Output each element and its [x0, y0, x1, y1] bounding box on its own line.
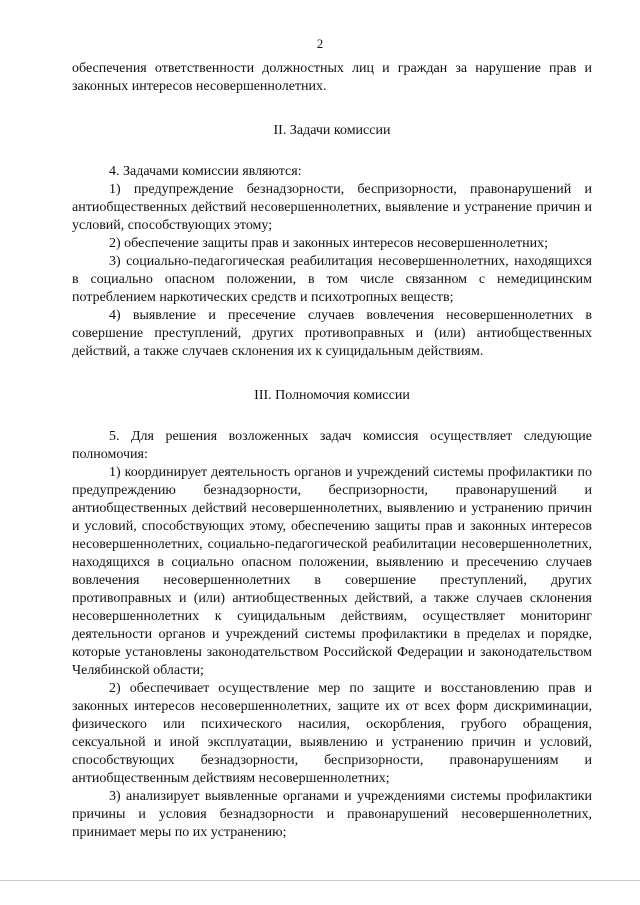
document-body — [72, 60, 592, 842]
section-2-intro: 4. Задачами комиссии являются: — [109, 164, 302, 179]
page-bottom-edge — [0, 880, 640, 881]
section-3-item-2: 2) обеспечивает осуществление мер по защите и восстановлению прав и законных интересов несовершеннолетних, защите их от всех форм дискриминации, физического или психического насилия, оскорбления, грубого обращения, сексуальной и иной эксплуатации, выявлению и устранению причин и условий, способствующих безнадзорности, беспризорности, правонарушениям и антиобщественным действиям несовершеннолетних; — [72, 681, 592, 786]
section-3-intro: 5. Для решения возложенных задач комиссия осуществляет следующие полномочия: — [72, 429, 592, 462]
section-2-item-1: 1) предупреждение безнадзорности, беспризорности, правонарушений и антиобщественных действий несовершеннолетних, выявление и устранение причин и условий, способствующих этому; — [72, 182, 592, 233]
section-3-item-1: 1) координирует деятельность органов и учреждений системы профилактики по предупреждению безнадзорности, беспризорности, правонарушений и антиобщественных действий несовершеннолетних, выявлению и устранению причин и условий, способствующих этому, обеспечению защиты прав и законных интересов несовершеннолетних, социально-педагогической реабилитации несовершеннолетних, находящихся в социально опасном положении, выявлению и пресечению случаев вовлечения несовершеннолетних в совершение преступлений, других противоправных и (или) антиобщественных действий, а также случаев склонения несовершеннолетних к суицидальным действиям, осуществляет мониторинг деятельности органов и учреждений системы профилактики в пределах и порядке, которые установлены законодательством Российской Федерации и законодательством Челябинской области; — [72, 465, 592, 678]
page-number: 2 — [316, 36, 324, 51]
section-3-item-3: 3) анализирует выявленные органами и учреждениями системы профилактики причины и условия безнадзорности и правонарушений несовершеннолетних, принимает меры по их устранению; — [72, 789, 592, 840]
section-2-item-2: 2) обеспечение защиты прав и законных интересов несовершеннолетних; — [109, 236, 548, 251]
section-2-heading: II. Задачи комиссии — [273, 123, 391, 138]
lead-paragraph: обеспечения ответственности должностных лиц и граждан за нарушение прав и законных интересов несовершеннолетних. — [72, 61, 592, 94]
section-2-item-3: 3) социально-педагогическая реабилитация несовершеннолетних, находящихся в социально опасном положении, в том числе связанном с немедицинским потреблением наркотических средств и психотропных веществ; — [72, 254, 592, 305]
section-3-heading: III. Полномочия комиссии — [254, 388, 410, 403]
section-2-item-4: 4) выявление и пресечение случаев вовлечения несовершеннолетних в совершение преступлений, других противоправных и (или) антиобщественных действий, а также случаев склонения их к суицидальным действиям. — [72, 308, 592, 359]
